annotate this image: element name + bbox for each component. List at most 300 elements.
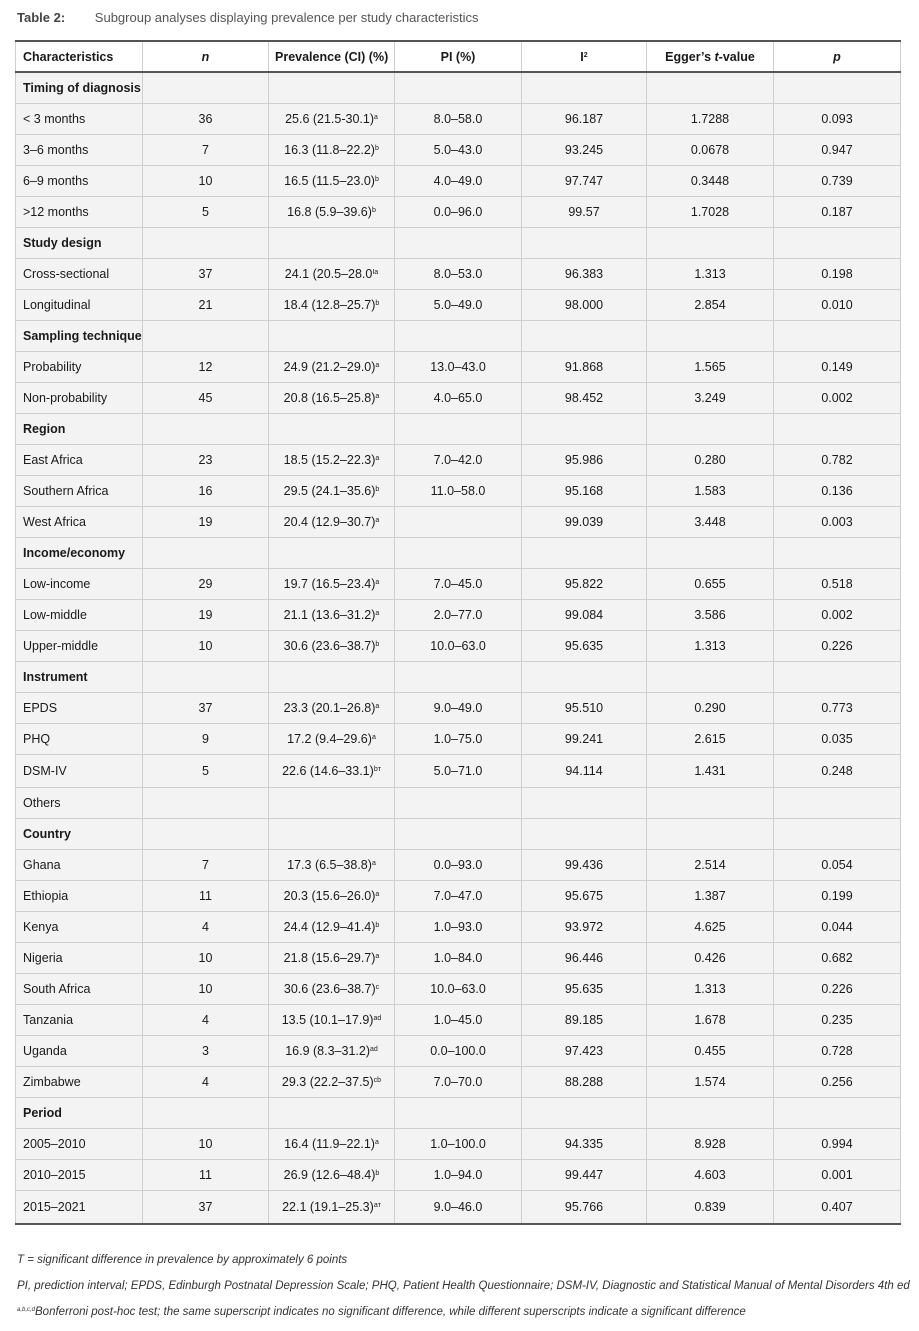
- table-title: Subgroup analyses displaying prevalence per study characteristics: [94, 10, 479, 25]
- group-heading: Period: [16, 1098, 143, 1129]
- cell-pi: 1.0–84.0: [395, 943, 522, 974]
- significance-superscript: a: [371, 734, 376, 741]
- cell-characteristic: Longitudinal: [16, 290, 143, 321]
- table-row: [16, 1036, 901, 1067]
- cell-egger: 1.574: [647, 1067, 774, 1098]
- cell-n: 16: [143, 476, 269, 507]
- cell-p: 0.682: [774, 943, 901, 974]
- cell-egger: 1.313: [647, 631, 774, 662]
- cell-characteristic: 6–9 months: [16, 166, 143, 197]
- cell-i2: 95.986: [522, 445, 647, 476]
- table-row: [16, 1067, 901, 1098]
- cell-characteristic: Ghana: [16, 850, 143, 881]
- group-heading: Timing of diagnosis: [16, 72, 143, 104]
- cell-characteristic: 2015–2021: [16, 1191, 143, 1225]
- cell-characteristic: EPDS: [16, 693, 143, 724]
- cell-pi: 5.0–71.0: [395, 755, 522, 788]
- empty-cell: [647, 414, 774, 445]
- cell-n: 37: [143, 1191, 269, 1225]
- empty-cell: [647, 538, 774, 569]
- cell-n: 5: [143, 755, 269, 788]
- table-row: [16, 1160, 901, 1191]
- table-caption: [17, 10, 479, 25]
- significance-superscript: a: [375, 891, 380, 898]
- table-row: [16, 197, 901, 228]
- cell-n: 10: [143, 166, 269, 197]
- empty-cell: [395, 538, 522, 569]
- cell-characteristic: >12 months: [16, 197, 143, 228]
- significance-superscript: b: [371, 207, 376, 214]
- group-heading: Income/economy: [16, 538, 143, 569]
- empty-cell: [522, 662, 647, 693]
- empty-cell: [647, 662, 774, 693]
- empty-cell: [774, 72, 901, 104]
- cell-n: 19: [143, 507, 269, 538]
- cell-prevalence: 16.4 $(11.9-22.1)^a$: [269, 1129, 395, 1160]
- cell-egger: 1.7028: [647, 197, 774, 228]
- cell-n: 36: [143, 104, 269, 135]
- cell-p: 0.035: [774, 724, 901, 755]
- significance-superscript: aт: [373, 1202, 381, 1209]
- empty-cell: [395, 321, 522, 352]
- cell-characteristic: Others: [16, 788, 143, 819]
- cell-prevalence: 29.3 $(22.2-37.5)^{cb}$: [269, 1067, 395, 1098]
- group-row: [16, 228, 901, 259]
- cell-n: 7: [143, 850, 269, 881]
- cell-egger: 3.448: [647, 507, 774, 538]
- significance-superscript: a: [375, 579, 380, 586]
- empty-cell: [522, 538, 647, 569]
- cell-pi: 1.0–100.0: [395, 1129, 522, 1160]
- table-row: [16, 383, 901, 414]
- cell-pi: 1.0–93.0: [395, 912, 522, 943]
- group-row: [16, 414, 901, 445]
- cell-i2: [522, 788, 647, 819]
- table-row: [16, 631, 901, 662]
- empty-cell: [395, 662, 522, 693]
- empty-cell: [647, 819, 774, 850]
- empty-cell: [522, 228, 647, 259]
- cell-i2: 99.241: [522, 724, 647, 755]
- cell-characteristic: Kenya: [16, 912, 143, 943]
- cell-i2: 96.383: [522, 259, 647, 290]
- cell-p: 0.002: [774, 383, 901, 414]
- cell-characteristic: Nigeria: [16, 943, 143, 974]
- cell-p: 0.518: [774, 569, 901, 600]
- empty-cell: [647, 1098, 774, 1129]
- cell-pi: 9.0–46.0: [395, 1191, 522, 1225]
- empty-cell: [774, 538, 901, 569]
- significance-superscript: b: [375, 486, 380, 493]
- significance-superscript: a: [375, 703, 380, 710]
- table-row: [16, 1005, 901, 1036]
- table-row: [16, 1129, 901, 1160]
- group-heading: Study design: [16, 228, 143, 259]
- cell-p: 0.994: [774, 1129, 901, 1160]
- cell-egger: 0.426: [647, 943, 774, 974]
- note-t: T = significant difference in prevalence by approximately 6 points: [17, 1254, 348, 1266]
- empty-cell: [143, 662, 269, 693]
- cell-prevalence: 20.8 $(16.5-25.8)^a$: [269, 383, 395, 414]
- cell-egger: 0.655: [647, 569, 774, 600]
- cell-p: 0.001: [774, 1160, 901, 1191]
- cell-p: 0.226: [774, 974, 901, 1005]
- cell-p: [774, 788, 901, 819]
- cell-i2: 97.747: [522, 166, 647, 197]
- significance-superscript: a: [375, 953, 380, 960]
- empty-cell: [395, 72, 522, 104]
- cell-prevalence: 18.5 $(15.2-22.3)^a$: [269, 445, 395, 476]
- table-row: [16, 352, 901, 383]
- cell-pi: 10.0–63.0: [395, 631, 522, 662]
- cell-p: 0.199: [774, 881, 901, 912]
- significance-superscript: a: [374, 114, 378, 121]
- cell-n: 4: [143, 912, 269, 943]
- cell-i2: 93.245: [522, 135, 647, 166]
- table-label: Table 2:: [17, 10, 66, 25]
- significance-superscript: b: [374, 145, 379, 152]
- cell-pi: 2.0–77.0: [395, 600, 522, 631]
- cell-i2: 95.766: [522, 1191, 647, 1225]
- significance-superscript: b: [375, 300, 380, 307]
- cell-pi: 4.0–65.0: [395, 383, 522, 414]
- cell-i2: 95.168: [522, 476, 647, 507]
- cell-characteristic: Tanzania: [16, 1005, 143, 1036]
- cell-characteristic: Uganda: [16, 1036, 143, 1067]
- cell-egger: [647, 788, 774, 819]
- cell-i2: 95.822: [522, 569, 647, 600]
- cell-n: 4: [143, 1005, 269, 1036]
- cell-egger: 1.678: [647, 1005, 774, 1036]
- cell-i2: 98.000: [522, 290, 647, 321]
- cell-i2: 99.084: [522, 600, 647, 631]
- cell-i2: 97.423: [522, 1036, 647, 1067]
- cell-prevalence: 24.4 $(12.9-41.4)^b$: [269, 912, 395, 943]
- empty-cell: [774, 1098, 901, 1129]
- cell-n: 29: [143, 569, 269, 600]
- cell-egger: 4.625: [647, 912, 774, 943]
- empty-cell: [647, 72, 774, 104]
- empty-cell: [395, 228, 522, 259]
- group-row: [16, 662, 901, 693]
- table-row: [16, 788, 901, 819]
- group-row: [16, 321, 901, 352]
- cell-pi: 5.0–43.0: [395, 135, 522, 166]
- table-row: [16, 693, 901, 724]
- empty-cell: [647, 321, 774, 352]
- cell-characteristic: < 3 months: [16, 104, 143, 135]
- table-row: [16, 600, 901, 631]
- cell-p: 0.093: [774, 104, 901, 135]
- cell-egger: 1.313: [647, 259, 774, 290]
- col-header-characteristics: Characteristics: [16, 41, 143, 72]
- cell-characteristic: Probability: [16, 352, 143, 383]
- empty-cell: [269, 819, 395, 850]
- cell-egger: 2.615: [647, 724, 774, 755]
- cell-p: 0.226: [774, 631, 901, 662]
- cell-i2: 96.187: [522, 104, 647, 135]
- cell-n: 11: [143, 1160, 269, 1191]
- empty-cell: [143, 1098, 269, 1129]
- cell-n: 23: [143, 445, 269, 476]
- cell-characteristic: East Africa: [16, 445, 143, 476]
- cell-i2: 99.039: [522, 507, 647, 538]
- cell-pi: 9.0–49.0: [395, 693, 522, 724]
- cell-i2: 95.510: [522, 693, 647, 724]
- cell-egger: 0.280: [647, 445, 774, 476]
- cell-characteristic: Non-probability: [16, 383, 143, 414]
- cell-p: 0.002: [774, 600, 901, 631]
- empty-cell: [522, 321, 647, 352]
- cell-n: 10: [143, 1129, 269, 1160]
- cell-egger: 1.431: [647, 755, 774, 788]
- col-header-egger: Egger’s t-value: [647, 41, 774, 72]
- cell-prevalence: 22.6 $(14.6-33.1)^{bт}$: [269, 755, 395, 788]
- cell-prevalence: 17.3 $(6.5-38.8)^a$: [269, 850, 395, 881]
- table-row: [16, 135, 901, 166]
- cell-egger: 2.854: [647, 290, 774, 321]
- cell-prevalence: 21.1 $(13.6-31.2)^a$: [269, 600, 395, 631]
- significance-superscript: a: [374, 1139, 379, 1146]
- group-row: [16, 538, 901, 569]
- cell-pi: 4.0–49.0: [395, 166, 522, 197]
- cell-egger: 0.3448: [647, 166, 774, 197]
- significance-superscript: a: [375, 362, 380, 369]
- cell-egger: 8.928: [647, 1129, 774, 1160]
- cell-egger: 0.455: [647, 1036, 774, 1067]
- significance-superscript: c: [375, 984, 380, 991]
- significance-superscript: a: [375, 455, 380, 462]
- cell-prevalence: 23.3 $(20.1-26.8)^a$: [269, 693, 395, 724]
- cell-i2: 88.288: [522, 1067, 647, 1098]
- cell-n: 7: [143, 135, 269, 166]
- empty-cell: [269, 72, 395, 104]
- significance-superscript: b: [375, 1170, 380, 1177]
- cell-p: 0.149: [774, 352, 901, 383]
- table-row: [16, 166, 901, 197]
- cell-characteristic: Low-income: [16, 569, 143, 600]
- cell-characteristic: 2005–2010: [16, 1129, 143, 1160]
- empty-cell: [522, 819, 647, 850]
- cell-n: 10: [143, 943, 269, 974]
- cell-egger: 1.313: [647, 974, 774, 1005]
- cell-prevalence: 21.8 $(15.6-29.7)^a$: [269, 943, 395, 974]
- cell-prevalence: 30.6 $(23.6-38.7)^c$: [269, 974, 395, 1005]
- col-header-p: p: [774, 41, 901, 72]
- table-row: [16, 724, 901, 755]
- table-row: [16, 850, 901, 881]
- group-row: [16, 72, 901, 104]
- empty-cell: [774, 819, 901, 850]
- col-header-n: n: [143, 41, 269, 72]
- cell-egger: 3.586: [647, 600, 774, 631]
- empty-cell: [269, 538, 395, 569]
- cell-egger: 2.514: [647, 850, 774, 881]
- group-heading: Sampling technique: [16, 321, 143, 352]
- table-row: [16, 445, 901, 476]
- empty-cell: [395, 414, 522, 445]
- cell-i2: 93.972: [522, 912, 647, 943]
- cell-pi: 1.0–75.0: [395, 724, 522, 755]
- col-header-prevalence: Prevalence (CI) (%): [269, 41, 395, 72]
- empty-cell: [774, 414, 901, 445]
- cell-n: 3: [143, 1036, 269, 1067]
- cell-p: 0.136: [774, 476, 901, 507]
- empty-cell: [774, 228, 901, 259]
- cell-characteristic: Ethiopia: [16, 881, 143, 912]
- cell-p: 0.947: [774, 135, 901, 166]
- col-header-pi: PI (%): [395, 41, 522, 72]
- empty-cell: [269, 1098, 395, 1129]
- cell-prevalence: 18.4 $(12.8-25.7)^b$: [269, 290, 395, 321]
- cell-prevalence: 29.5 $(24.1-35.6)^b$: [269, 476, 395, 507]
- cell-n: 10: [143, 631, 269, 662]
- cell-n: 4: [143, 1067, 269, 1098]
- empty-cell: [143, 538, 269, 569]
- empty-cell: [269, 662, 395, 693]
- header-row: [16, 41, 901, 72]
- empty-cell: [522, 414, 647, 445]
- cell-i2: 99.57: [522, 197, 647, 228]
- significance-superscript: Ia: [372, 269, 379, 276]
- cell-characteristic: PHQ: [16, 724, 143, 755]
- subgroup-table: [15, 40, 901, 1225]
- cell-i2: 89.185: [522, 1005, 647, 1036]
- significance-superscript: ad: [373, 1015, 382, 1022]
- cell-p: 0.248: [774, 755, 901, 788]
- empty-cell: [395, 819, 522, 850]
- cell-p: 0.773: [774, 693, 901, 724]
- cell-egger: 1.565: [647, 352, 774, 383]
- cell-pi: [395, 507, 522, 538]
- cell-p: 0.235: [774, 1005, 901, 1036]
- empty-cell: [143, 228, 269, 259]
- group-heading: Region: [16, 414, 143, 445]
- cell-i2: 95.675: [522, 881, 647, 912]
- cell-egger: 3.249: [647, 383, 774, 414]
- cell-i2: 94.335: [522, 1129, 647, 1160]
- cell-n: 10: [143, 974, 269, 1005]
- cell-pi: 11.0–58.0: [395, 476, 522, 507]
- cell-pi: 8.0–58.0: [395, 104, 522, 135]
- cell-egger: 0.290: [647, 693, 774, 724]
- cell-prevalence: 20.3 $(15.6-26.0)^a$: [269, 881, 395, 912]
- cell-egger: 0.0678: [647, 135, 774, 166]
- cell-p: 0.187: [774, 197, 901, 228]
- cell-prevalence: 16.9 $(8.3-31.2)^{ad}$: [269, 1036, 395, 1067]
- note-post-hoc: $^{a,b,c,d}$Bonferroni post-hoc test; the same superscript indicates no significant difference, while different superscripts indicate a significant difference: [17, 1306, 746, 1318]
- cell-pi: 10.0–63.0: [395, 974, 522, 1005]
- empty-cell: [395, 1098, 522, 1129]
- cell-prevalence: 16.3 $(11.8-22.2)^b$: [269, 135, 395, 166]
- cell-prevalence: 25.6 $(21.5-30.1)^a$: [269, 104, 395, 135]
- cell-characteristic: 3–6 months: [16, 135, 143, 166]
- cell-n: 12: [143, 352, 269, 383]
- table-row: [16, 943, 901, 974]
- empty-cell: [269, 321, 395, 352]
- cell-prevalence: 24.9 $(21.2-29.0)^a$: [269, 352, 395, 383]
- cell-prevalence: 19.7 $(16.5-23.4)^a$: [269, 569, 395, 600]
- cell-pi: 7.0–42.0: [395, 445, 522, 476]
- table-row: [16, 507, 901, 538]
- cell-p: 0.739: [774, 166, 901, 197]
- cell-n: 5: [143, 197, 269, 228]
- cell-i2: 99.436: [522, 850, 647, 881]
- empty-cell: [522, 1098, 647, 1129]
- cell-i2: 94.114: [522, 755, 647, 788]
- cell-prevalence: 13.5 $(10.1-17.9)^{ad}$: [269, 1005, 395, 1036]
- cell-prevalence: [269, 788, 395, 819]
- cell-p: 0.054: [774, 850, 901, 881]
- cell-egger: 1.7288: [647, 104, 774, 135]
- cell-p: 0.010: [774, 290, 901, 321]
- significance-superscript: cb: [373, 1077, 382, 1084]
- empty-cell: [522, 72, 647, 104]
- cell-p: 0.003: [774, 507, 901, 538]
- significance-superscript: b: [375, 641, 380, 648]
- significance-superscript: b: [375, 922, 380, 929]
- table-row: [16, 569, 901, 600]
- cell-prevalence: 16.8 $(5.9-39.6)^b$: [269, 197, 395, 228]
- cell-n: 45: [143, 383, 269, 414]
- table-row: [16, 1191, 901, 1225]
- note-abbreviations: PI, prediction interval; EPDS, Edinburgh Postnatal Depression Scale; PHQ, Patient Health Questionnaire; DSM-IV, Diagnostic and Statistical Manual of Mental Disorders 4th ed: [17, 1280, 910, 1292]
- table-row: [16, 912, 901, 943]
- empty-cell: [647, 228, 774, 259]
- empty-cell: [269, 228, 395, 259]
- cell-pi: 8.0–53.0: [395, 259, 522, 290]
- cell-characteristic: DSM-IV: [16, 755, 143, 788]
- cell-p: 0.728: [774, 1036, 901, 1067]
- group-row: [16, 819, 901, 850]
- group-row: [16, 1098, 901, 1129]
- cell-p: 0.044: [774, 912, 901, 943]
- cell-i2: 96.446: [522, 943, 647, 974]
- cell-characteristic: Cross-sectional: [16, 259, 143, 290]
- cell-prevalence: 24.1 ($20.5-28.0^{Ia}$: [269, 259, 395, 290]
- cell-i2: 95.635: [522, 631, 647, 662]
- table-row: [16, 881, 901, 912]
- cell-n: 37: [143, 259, 269, 290]
- significance-superscript: a: [375, 393, 380, 400]
- cell-prevalence: 26.9 $(12.6-48.4)^b$: [269, 1160, 395, 1191]
- cell-characteristic: Southern Africa: [16, 476, 143, 507]
- cell-egger: 1.387: [647, 881, 774, 912]
- group-heading: Country: [16, 819, 143, 850]
- table-notes: [17, 1253, 910, 1331]
- cell-n: [143, 788, 269, 819]
- empty-cell: [774, 321, 901, 352]
- table-row: [16, 104, 901, 135]
- cell-pi: 1.0–45.0: [395, 1005, 522, 1036]
- cell-pi: 0.0–93.0: [395, 850, 522, 881]
- empty-cell: [269, 414, 395, 445]
- cell-characteristic: West Africa: [16, 507, 143, 538]
- cell-prevalence: 20.4 $(12.9-30.7)^a$: [269, 507, 395, 538]
- cell-pi: 0.0–96.0: [395, 197, 522, 228]
- cell-pi: 1.0–94.0: [395, 1160, 522, 1191]
- cell-p: 0.198: [774, 259, 901, 290]
- cell-egger: 1.583: [647, 476, 774, 507]
- cell-prevalence: 17.2 $(9.4-29.6)^a$: [269, 724, 395, 755]
- cell-prevalence: 22.1 $(19.1-25.3)^{aт}$: [269, 1191, 395, 1225]
- table-row: [16, 755, 901, 788]
- table-row: [16, 259, 901, 290]
- significance-superscript: bт: [373, 766, 381, 773]
- cell-characteristic: South Africa: [16, 974, 143, 1005]
- cell-n: 21: [143, 290, 269, 321]
- cell-n: 37: [143, 693, 269, 724]
